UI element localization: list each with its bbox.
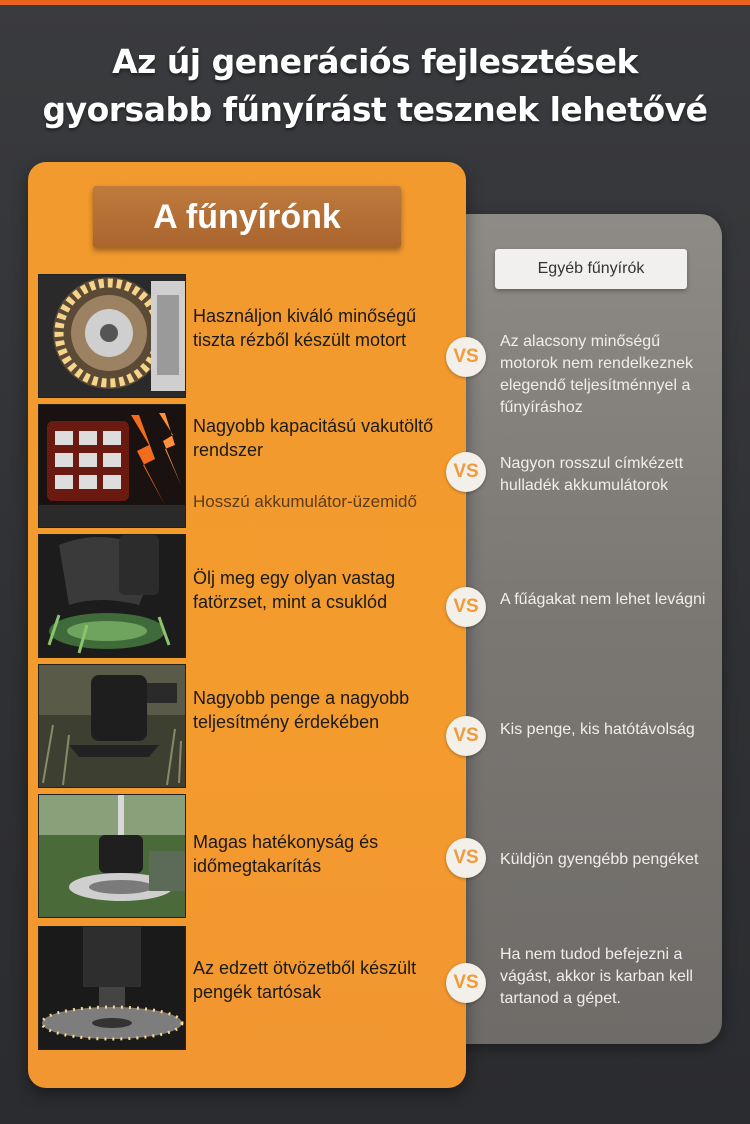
vs-badge-6: VS <box>446 963 486 1003</box>
con-text-4: Kis penge, kis hatótávolság <box>500 721 695 738</box>
top-accent-bar <box>0 0 750 5</box>
con-text-2: Nagyon rosszul címkézett hulladék akkumulátorok <box>500 455 684 494</box>
trimmer-head-photo <box>38 534 186 658</box>
headline-line-1: Az új generációs fejlesztések <box>112 42 638 81</box>
feature-text-6: Az edzett ötvözetből készült pengék tartósak <box>193 958 417 1002</box>
feature-text-2: Nagyobb kapacitású vakutöltő rendszer <box>193 416 434 460</box>
feature-text-5: Magas hatékonyság és időmegtakarítás <box>193 832 379 876</box>
vs-badge-3: VS <box>446 587 486 627</box>
battery-runtime-note: Hosszú akkumulátor-üzemidő <box>193 492 417 511</box>
feature-text-4: Nagyobb penge a nagyobb teljesítmény érdekében <box>193 688 410 732</box>
vs-badge-2: VS <box>446 452 486 492</box>
trimmer-in-garden-photo <box>38 794 186 918</box>
vs-badge-5: VS <box>446 838 486 878</box>
headline-line-2: gyorsabb fűnyírást tesznek lehetővé <box>42 90 708 129</box>
vs-badge-1: VS <box>446 337 486 377</box>
page-headline <box>0 38 750 134</box>
feature-text-1: Használjon kiváló minőségű tiszta rézből készült motort <box>193 306 417 350</box>
blade-disc-photo <box>38 926 186 1050</box>
vs-badge-4: VS <box>446 716 486 756</box>
con-text-3: A fűágakat nem lehet levágni <box>500 591 706 608</box>
feature-text-3: Ölj meg egy olyan vastag fatörzset, mint a csuklód <box>193 568 396 612</box>
ours-title: A fűnyírónk <box>93 186 401 248</box>
con-text-5: Küldjön gyengébb pengéket <box>500 851 699 868</box>
blade-guard-photo <box>38 664 186 788</box>
motor-photo <box>38 274 186 398</box>
con-text-6: Ha nem tudod befejezni a vágást, akkor is karban kell tartanod a gépet. <box>500 946 693 1007</box>
battery-photo <box>38 404 186 528</box>
con-text-1: Az alacsony minőségű motorok nem rendelkeznek elegendő teljesítménnyel a fűnyíráshoz <box>500 333 693 416</box>
others-title: Egyéb fűnyírók <box>495 249 687 289</box>
